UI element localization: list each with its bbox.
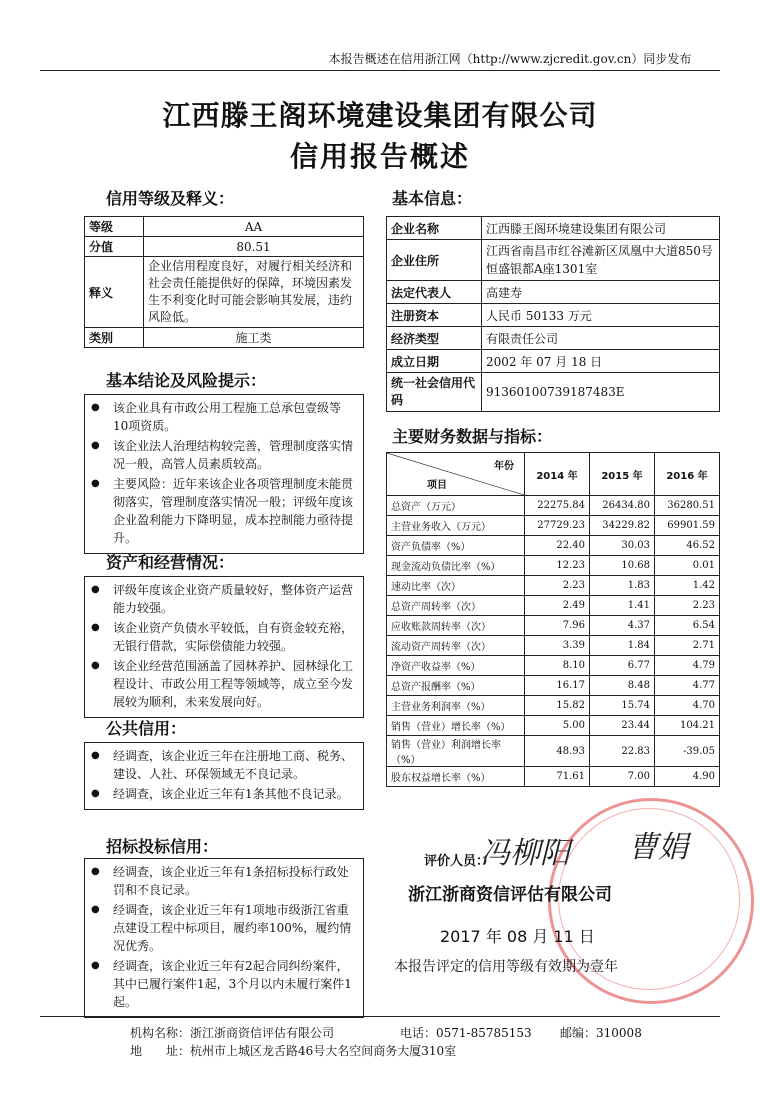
footer-org: 机构名称：浙江浙商资信评估有限公司	[130, 1026, 335, 1040]
financial-value: 36280.51	[655, 496, 720, 516]
financial-value: 46.52	[655, 536, 720, 556]
year-header: 2014 年	[525, 453, 590, 496]
basic-heading: 基本信息：	[392, 189, 473, 208]
rating-row-score: 分值 80.51	[85, 237, 364, 257]
financial-item: 流动资产周转率（次）	[387, 636, 525, 656]
financial-value: 4.90	[655, 767, 720, 787]
financial-value: 6.77	[590, 656, 655, 676]
year-header: 2016 年	[655, 453, 720, 496]
footer-address: 地 址：杭州市上城区龙舌路46号大名空间商务大厦310室	[130, 1044, 457, 1058]
financial-value: 7.96	[525, 616, 590, 636]
financial-value: 2.71	[655, 636, 720, 656]
financial-value: 22.83	[590, 736, 655, 767]
financial-value: 22275.84	[525, 496, 590, 516]
rating-table	[84, 216, 364, 348]
financial-value: 15.82	[525, 696, 590, 716]
publication-note: 本报告概述在信用浙江网（http://www.zjcredit.gov.cn）同步发布	[328, 52, 692, 66]
financial-row	[387, 576, 720, 596]
financial-item: 股东权益增长率（%）	[387, 767, 525, 787]
financial-value: 1.83	[590, 576, 655, 596]
financial-value: 71.61	[525, 767, 590, 787]
financial-item: 速动比率（次）	[387, 576, 525, 596]
financial-row	[387, 616, 720, 636]
table-row: 法定代表人 高建寿	[387, 281, 720, 304]
financial-row	[387, 656, 720, 676]
financial-value: 12.23	[525, 556, 590, 576]
public-credit-box	[84, 742, 364, 810]
financial-heading: 主要财务数据与指标：	[392, 427, 553, 446]
financial-value: 5.00	[525, 716, 590, 736]
footer-divider	[40, 1016, 720, 1017]
financial-value: 34229.82	[590, 516, 655, 536]
financial-value: 3.39	[525, 636, 590, 656]
financial-item: 资产负债率（%）	[387, 536, 525, 556]
financial-row	[387, 516, 720, 536]
financial-value: 8.10	[525, 656, 590, 676]
financial-value: 22.40	[525, 536, 590, 556]
signature-1: 冯柳阳	[480, 836, 570, 871]
financial-item: 应收账款周转率（次）	[387, 616, 525, 636]
financial-value: 1.84	[590, 636, 655, 656]
table-row: 企业住所 江西省南昌市红谷滩新区凤凰中大道850号恒盛银都A座1301室	[387, 240, 720, 281]
bullet-icon: ●	[91, 750, 100, 761]
company-title: 江西滕王阁环境建设集团有限公司	[162, 99, 598, 132]
bullet-icon: ●	[91, 660, 100, 671]
financial-value: 4.79	[655, 656, 720, 676]
list-item: ● 该企业具有市政公用工程施工总承包壹级等10项资质。	[91, 401, 342, 433]
financial-value: 69901.59	[655, 516, 720, 536]
financial-value: 4.77	[655, 676, 720, 696]
list-item: ● 经调查，该企业近三年有2起合同纠纷案件，其中已履行案件1起，3个月以内未履行案件1起。	[91, 959, 352, 1009]
footer-zip: 邮编：310008	[560, 1026, 642, 1040]
financial-item: 总资产周转率（次）	[387, 596, 525, 616]
financial-item: 主营业务收入（万元）	[387, 516, 525, 536]
financial-row	[387, 676, 720, 696]
financial-value: 2.49	[525, 596, 590, 616]
list-item: ● 评级年度该企业资产质量较好，整体资产运营能力较强。	[91, 583, 354, 615]
conclusion-box	[84, 394, 364, 554]
financial-value: 2.23	[525, 576, 590, 596]
bullet-icon: ●	[91, 584, 100, 595]
validity-note: 本报告评定的信用等级有效期为壹年	[394, 959, 618, 975]
financial-row	[387, 596, 720, 616]
financial-value: 30.03	[590, 536, 655, 556]
financial-value: 1.42	[655, 576, 720, 596]
financial-row	[387, 736, 720, 767]
basic-info-table	[386, 216, 720, 412]
financial-item: 现金流动负债比率（%）	[387, 556, 525, 576]
assets-heading: 资产和经营情况：	[106, 553, 235, 572]
financial-row	[387, 636, 720, 656]
financial-item: 销售（营业）增长率（%）	[387, 716, 525, 736]
financial-value: 0.01	[655, 556, 720, 576]
bullet-icon: ●	[91, 402, 100, 413]
header-divider	[40, 70, 720, 71]
list-item: ● 经调查，该企业近三年有1项地市级浙江省重点建设工程中标项目，履约率100%，履约情况优秀。	[91, 903, 352, 953]
report-date: 2017 年 08 月 11 日	[440, 927, 595, 946]
financial-value: 2.23	[655, 596, 720, 616]
financial-value: 7.00	[590, 767, 655, 787]
list-item: ● 主要风险：近年来该企业各项管理制度未能贯彻落实，管理制度落实情况一般；评级年度该企业盈利能力下降明显，成本控制能力亟待提升。	[91, 477, 354, 545]
financial-value: 10.68	[590, 556, 655, 576]
financial-value: 6.54	[655, 616, 720, 636]
agency-name: 浙江浙商资信评估有限公司	[408, 885, 612, 905]
financial-row	[387, 716, 720, 736]
financial-value: 23.44	[590, 716, 655, 736]
list-item: ● 该企业经营范围涵盖了园林养护、园林绿化工程设计、市政公用工程等领域等，成立至今发展较为顺利，未来发展向好。	[91, 659, 354, 709]
list-item: ● 经调查，该企业近三年有1条其他不良记录。	[91, 787, 349, 801]
list-item: ● 该企业资产负债水平较低，自有资金较充裕，无银行借款，实际偿债能力较强。	[91, 621, 354, 653]
bidding-heading: 招标投标信用：	[106, 837, 219, 856]
public-credit-heading: 公共信用：	[106, 719, 187, 738]
financial-row	[387, 767, 720, 787]
financial-item: 主营业务利润率（%）	[387, 696, 525, 716]
table-row: 成立日期 2002 年 07 月 18 日	[387, 350, 720, 373]
financial-item: 总资产报酬率（%）	[387, 676, 525, 696]
financial-value: 48.93	[525, 736, 590, 767]
financial-header-row	[387, 453, 720, 496]
financial-value: 4.70	[655, 696, 720, 716]
financial-value: 26434.80	[590, 496, 655, 516]
footer-phone: 电话：0571-85785153	[400, 1026, 532, 1040]
year-header: 2015 年	[590, 453, 655, 496]
rating-row-meaning: 释义 企业信用程度良好，对履行相关经济和社会责任能提供好的保障，环境因素发生不利变化时可能会影响其发展，违约风险低。	[85, 257, 364, 328]
bullet-icon: ●	[91, 904, 100, 915]
signature-2: 曹娟	[628, 830, 688, 865]
conclusion-heading: 基本结论及风险提示：	[106, 371, 267, 390]
financial-item: 净资产收益率（%）	[387, 656, 525, 676]
rating-row-grade: 等级 AA	[85, 217, 364, 237]
financial-value: 1.41	[590, 596, 655, 616]
financial-value: 4.37	[590, 616, 655, 636]
financial-table	[386, 452, 720, 787]
financial-row	[387, 536, 720, 556]
financial-value: 8.48	[590, 676, 655, 696]
financial-value: 16.17	[525, 676, 590, 696]
rating-row-category: 类别 施工类	[85, 328, 364, 348]
bidding-box	[84, 858, 364, 1018]
table-row: 企业名称 江西滕王阁环境建设集团有限公司	[387, 217, 720, 240]
bullet-icon: ●	[91, 866, 100, 877]
financial-row	[387, 696, 720, 716]
financial-row	[387, 496, 720, 516]
financial-value: 104.21	[655, 716, 720, 736]
bullet-icon: ●	[91, 440, 100, 451]
bullet-icon: ●	[91, 788, 100, 799]
list-item: ● 经调查，该企业近三年在注册地工商、税务、建设、人社、环保领域无不良记录。	[91, 749, 354, 781]
financial-item: 总资产（万元）	[387, 496, 525, 516]
financial-item: 销售（营业）利润增长率（%）	[387, 736, 525, 767]
list-item: ● 该企业法人治理结构较完善，管理制度落实情况一般，高管人员素质较高。	[91, 439, 354, 471]
report-title: 信用报告概述	[289, 140, 470, 173]
bullet-icon: ●	[91, 622, 100, 633]
bullet-icon: ●	[91, 478, 100, 489]
corner-cell: 年份 项目	[387, 453, 525, 496]
assets-box	[84, 576, 364, 718]
evaluator-label: 评价人员：	[424, 854, 490, 869]
table-row: 经济类型 有限责任公司	[387, 327, 720, 350]
table-row: 注册资本 人民币 50133 万元	[387, 304, 720, 327]
rating-heading: 信用等级及释义：	[106, 189, 235, 208]
financial-value: -39.05	[655, 736, 720, 767]
list-item: ● 经调查，该企业近三年有1条招标投标行政处罚和不良记录。	[91, 865, 349, 897]
financial-value: 27729.23	[525, 516, 590, 536]
financial-value: 15.74	[590, 696, 655, 716]
bullet-icon: ●	[91, 960, 100, 971]
table-row: 统一社会信用代码 91360100739187483E	[387, 373, 720, 412]
financial-row	[387, 556, 720, 576]
